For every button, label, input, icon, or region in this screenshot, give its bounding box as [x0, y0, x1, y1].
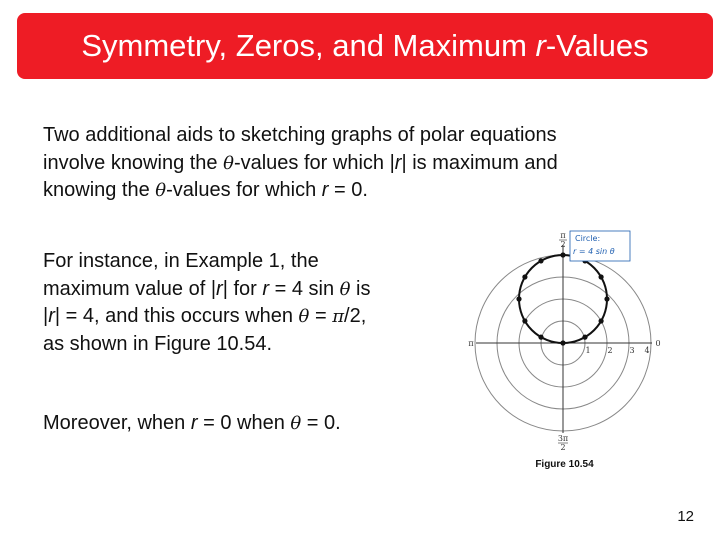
- plot-point: [538, 258, 543, 263]
- plot-point: [599, 274, 604, 279]
- legend-title: Circle:: [575, 234, 601, 243]
- tick-label-3: 3: [629, 346, 635, 355]
- slide-title-bar: [17, 13, 713, 79]
- plot-point: [516, 296, 521, 301]
- label-3pi-over-2-den: 2: [560, 443, 566, 452]
- slide-title: Symmetry, Zeros, and Maximum r-Values: [81, 28, 649, 63]
- plot-point: [560, 252, 565, 257]
- polar-graph-figure: [462, 225, 678, 455]
- tick-label-2: 2: [607, 346, 613, 355]
- tick-label-4: 4: [644, 346, 650, 355]
- plot-point: [560, 340, 565, 345]
- plot-point: [599, 318, 604, 323]
- tick-label-1: 1: [585, 346, 591, 355]
- paragraph-moreover: Moreover, when r = 0 when θ = 0.: [43, 412, 341, 434]
- label-pi-over-2-num: π: [560, 231, 566, 240]
- plot-point: [522, 318, 527, 323]
- paragraph-example: For instance, in Example 1, the maximum value of |r| for r = 4 sin θ is |r| = 4, and this occurs when θ = π/2, as shown in Figure 10.54.: [43, 250, 371, 355]
- plot-point: [538, 335, 543, 340]
- legend-equation: r = 4 sin θ: [573, 247, 615, 256]
- label-3pi-over-2-num: 3π: [557, 434, 569, 443]
- plot-point: [582, 335, 587, 340]
- plot-point: [522, 274, 527, 279]
- figure-caption: Figure 10.54: [535, 459, 594, 470]
- label-zero: 0: [655, 339, 661, 348]
- page-number: 12: [677, 508, 694, 525]
- plot-point: [604, 296, 609, 301]
- paragraph-intro: Two additional aids to sketching graphs of polar equations involve knowing the θ-values for which |r| is maximum and knowing the θ-values for which r = 0.: [43, 124, 558, 201]
- label-pi: π: [468, 339, 474, 348]
- label-pi-over-2-den: 2: [560, 240, 566, 249]
